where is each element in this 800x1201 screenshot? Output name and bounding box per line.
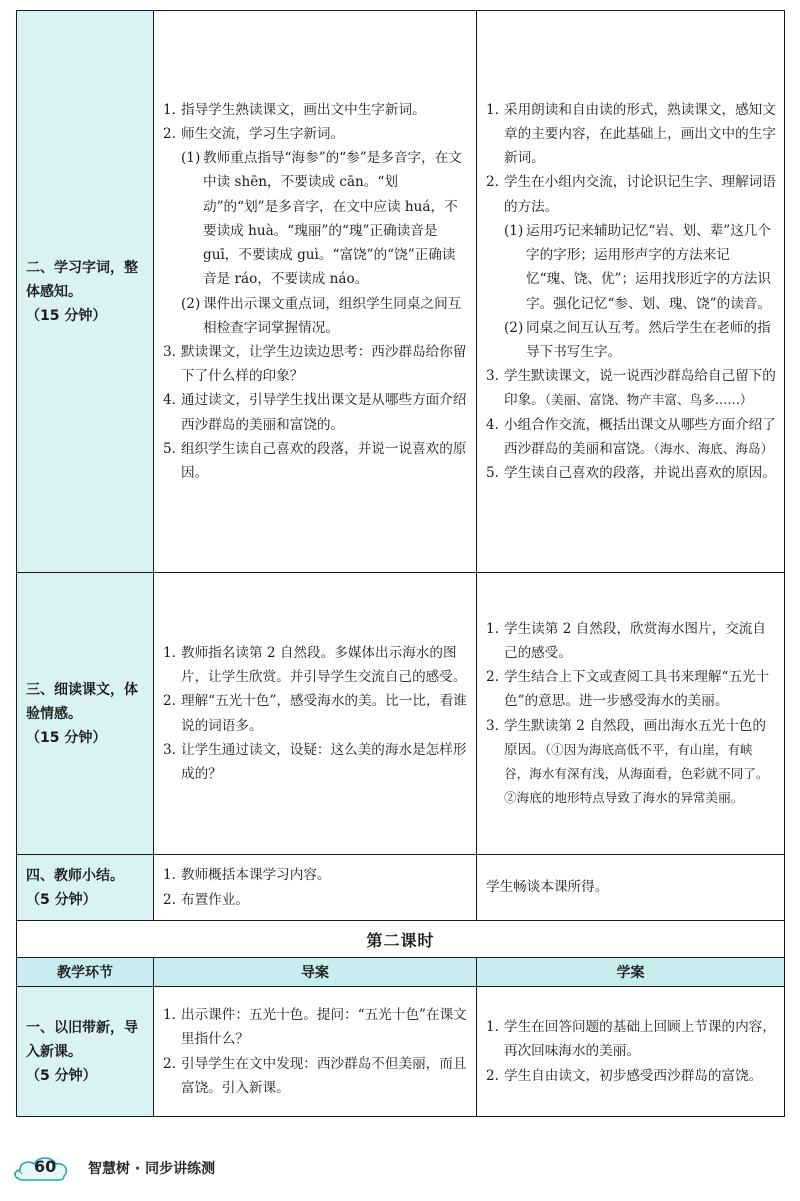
stage-time: （5 分钟） [26,1067,97,1084]
stage-cell [17,11,154,573]
guide-subitem: (2) 课件出示课文重点词，组织学生同桌之间互相检查字词掌握情况。 [181,295,462,336]
guide-item: 1. 出示课件：五光十色。提问：“五光十色”在课文里指什么？ [163,1007,467,1048]
page-number: 60 [34,1157,57,1176]
stage-title: 四、教师小结。 [26,867,124,884]
guide-item: 2. 引导学生在文中发现：西沙群岛不但美丽，而且富饶。引入新课。 [163,1055,467,1096]
page-footer [12,1148,412,1188]
study-subitem: (2) 同桌之间互认互考。然后学生在老师的指导下书写生字。 [504,319,771,360]
stage-time: （15 分钟） [26,307,107,324]
study-cell [477,987,785,1117]
guide-cell [154,573,477,855]
study-cell [477,573,785,855]
guide-item: 1. 教师指名读第 2 自然段。多媒体出示海水的图片，让学生欣赏。并引导学生交流自己的感受。 [163,644,467,686]
stage-cell [17,855,154,921]
stage-cell [17,987,154,1117]
guide-item: 4. 通过读文，引导学生找出课文是从哪些方面介绍西沙群岛的美丽和富饶的。 [163,392,467,433]
study-item: 1. 采用朗读和自由读的形式，熟读课文，感知文章的主要内容，在此基础上，画出文中的生字新词。 [486,101,776,167]
guide-item: 3. 默读课文，让学生边读边思考：西沙群岛给你留下了什么样的印象？ [163,343,467,385]
lesson-plan-table [16,10,785,1117]
study-item: 5. 学生读自己喜欢的段落，并说出喜欢的原因。 [486,464,776,481]
guide-cell [154,987,477,1117]
guide-cell [154,11,477,573]
stage-title: 二、学习字词，整体感知。 [26,259,138,300]
guide-item: 5. 组织学生读自己喜欢的段落，并说一说喜欢的原因。 [163,440,467,481]
study-item: 4. 小组合作交流，概括出课文从哪些方面介绍了西沙群岛的美丽和富饶。（海水、海底、海岛） [486,416,776,457]
guide-item: 2. 师生交流，学习生字新词。 [163,126,345,143]
stage-time: （15 分钟） [26,729,107,746]
study-item: 1. 学生读第 2 自然段，欣赏海水图片，交流自己的感受。 [486,620,766,661]
guide-item: 2. 理解“五光十色”，感受海水的美。比一比，看谁说的词语多。 [163,693,467,734]
lesson-title: 第二课时 [17,921,785,958]
guide-item: 2. 布置作业。 [163,891,249,908]
stage-title: 一、以旧带新，导入新课。 [26,1019,138,1060]
stage-cell [17,573,154,855]
study-item: 2. 学生在小组内交流，讨论识记生字、理解词语的方法。 [486,174,776,215]
lesson2-section-row-1 [17,987,785,1117]
guide-item: 1. 教师概括本课学习内容。 [163,867,331,884]
guide-item: 1. 指导学生熟读课文，画出文中生字新词。 [163,101,426,118]
study-subitem: (1) 运用巧记来辅助记忆“岩、划、辈”这几个字的字形；运用形声字的方法来记忆“瑰、饶、优”；运用找形近字的方法识字。强化记忆“参、划、瑰、饶”的读音。 [504,222,771,312]
guide-cell [154,855,477,921]
study-item: 3. 学生默读第 2 自然段，画出海水五光十色的原因。（①因为海底高低不平，有山崖，有峡谷，海水有深有浅，从海面看，色彩就不同了。②海底的地形特点导致了海水的异常美丽。 [486,717,769,806]
header-stage: 教学环节 [17,958,154,987]
study-item: 2. 学生自由读文，初步感受西沙群岛的富饶。 [486,1067,763,1084]
stage-title: 三、细读课文，体验情感。 [26,681,138,722]
column-header-row [17,958,785,987]
study-item: 2. 学生结合上下文或查阅工具书来理解“五光十色”的意思。进一步感受海水的美丽。 [486,669,770,710]
header-study: 学案 [477,958,785,987]
study-item: 1. 学生在回答问题的基础上回顾上节课的内容，再次回味海水的美丽。 [486,1019,776,1060]
study-cell [477,11,785,573]
lesson-plan-page [16,10,784,1117]
brand-label: 智慧树 · 同步讲练测 [88,1161,216,1177]
guide-item: 3. 让学生通过读文，设疑：这么美的海水是怎样形成的？ [163,741,467,782]
section-row-3 [17,573,785,855]
header-guide: 导案 [154,958,477,987]
lesson-title-row [17,921,785,958]
section-row-4 [17,855,785,921]
study-cell [477,855,785,921]
stage-time: （5 分钟） [26,891,97,908]
guide-subitem: (1) 教师重点指导“海参”的“参”是多音字，在文中读 shēn，不要读成 cān。“划动”的“划”是多音字，在文中应读 huá，不要读成 huà。“瑰丽”的“瑰”正确读音是 guī，不要读成 guì。“富饶”的“饶”正确读音是 ráo，不要读成 náo。 [181,150,462,288]
section-row-2 [17,11,785,573]
study-text: 学生畅谈本课所得。 [486,879,609,896]
study-item: 3. 学生默读课文，说一说西沙群岛给自己留下的印象。（美丽、富饶、物产丰富、鸟多……） [486,368,776,409]
